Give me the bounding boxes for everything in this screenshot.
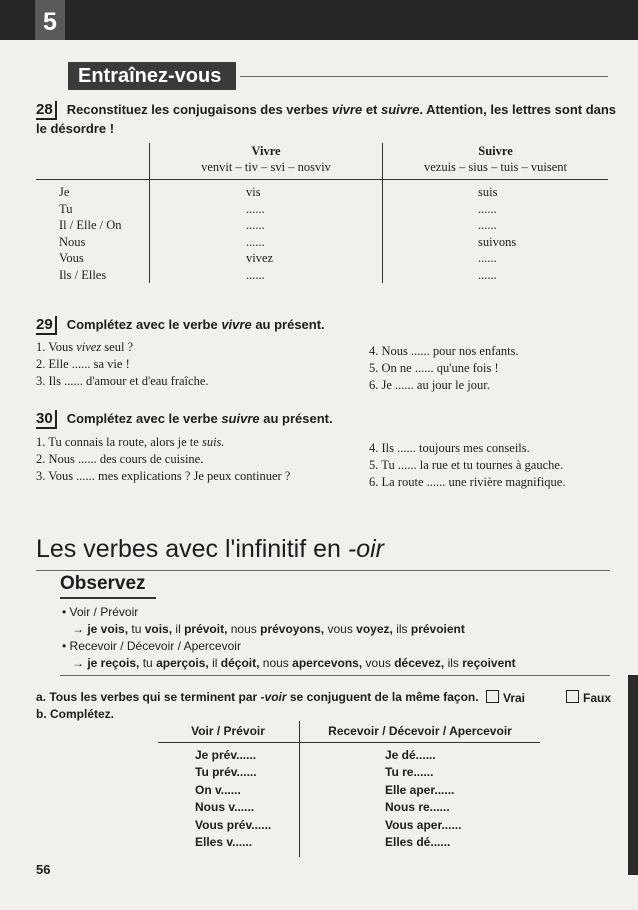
faux-option[interactable]: Faux [566,690,611,705]
section-title: Les verbes avec l'infinitif en -oir [36,535,384,563]
suivre-forms-column: suis ...... ...... suivons ...... ...... [478,185,517,282]
list-item: 6. La route ...... une rivière magnifique. [369,475,566,489]
question-b: b. Complétez. [36,707,115,721]
qa-table-divider [299,721,300,857]
faux-checkbox[interactable] [566,690,579,703]
list-item: 3. Ils ...... d'amour et d'eau fraîche. [36,374,209,388]
list-item: 2. Nous ...... des cours de cuisine. [36,452,204,466]
list-item: 4. Nous ...... pour nos enfants. [369,344,519,358]
vivre-letters: venvit – tiv – svi – nosviv [201,160,331,174]
exercise-28-instruction-line2: le désordre ! [36,121,115,136]
suivre-letters: vezuis – sius – tuis – vuisent [423,160,568,174]
exercise-29-instruction: 29 Complétez avec le verbe vivre au présent. [36,316,325,333]
chapter-number: 5 [35,0,65,40]
table-rule [36,179,608,180]
recevoir-example: → je reçois, tu aperçois, il déçoit, nous apercevons, vous décevez, ils reçoivent [72,656,516,670]
vrai-checkbox[interactable] [486,690,499,703]
exercise-number: 30 [36,410,57,429]
table-divider [382,143,383,283]
banner-rule [240,76,608,77]
list-item: 4. Ils ...... toujours mes conseils. [369,441,530,455]
question-a: a. Tous les verbes qui se terminent par -voir se conjuguent de la même façon. [36,690,479,704]
voir-answers: Je prév...... Tu prév...... On v...... Nous v...... Vous prév...... Elles v...... [195,748,272,850]
vrai-option[interactable]: Vrai [486,690,525,705]
list-item: 5. On ne ...... qu'une fois ! [369,361,499,375]
list-item: 3. Vous ...... mes explications ? Je peux continuer ? [36,469,291,483]
list-item: 1. Tu connais la route, alors je te suis. [36,435,225,449]
table-divider [149,143,150,283]
vivre-forms-column: vis ...... ...... ...... vivez ...... [246,185,274,282]
list-item: 5. Tu ...... la rue et tu tournes à gauche. [369,458,564,472]
ex30-right-items [369,440,565,491]
voir-prevoir-header: Voir / Prévoir [191,724,265,738]
recevoir-header: Recevoir / Décevoir / Apercevoir [328,724,512,738]
page-number: 56 [36,862,51,877]
list-item: 2. Elle ...... sa vie ! [36,357,130,371]
observez-box: • Voir / Prévoir → je vois, tu vois, il prévoit, nous prévoyons, vous voyez, ils prévoient • Recevoir / Décevoir / Apercevoir → je reçois, tu aperçois, il déçoit, nous apercevons, vous décevez, ils reçoivent [62,605,516,670]
observez-underline [60,597,156,599]
top-bar [0,0,638,40]
pronoun-column: Je Tu Il / Elle / On Nous Vous Ils / Elles [59,185,122,282]
ex29-right-items [369,343,519,394]
ex30-left-items [36,434,290,485]
voir-example: → je vois, tu vois, il prévoit, nous prévoyons, vous voyez, ils prévoient [72,622,465,636]
section-rule [36,570,610,571]
exercise-number: 28 [36,101,57,120]
ex29-left-items [36,339,209,390]
observez-bottom-rule [60,675,610,676]
vivre-header: Vivre [251,144,281,158]
qa-table-rule [158,742,540,743]
section-banner: Entraînez-vous [68,62,236,90]
exercise-30-instruction: 30 Complétez avec le verbe suivre au présent. [36,410,333,427]
recevoir-answers: Je dé...... Tu re...... Elle aper...... Nous re...... Vous aper...... Elles dé...... [385,748,462,850]
observez-heading: Observez [60,573,146,594]
list-item: 6. Je ...... au jour le jour. [369,378,490,392]
exercise-28-instruction: 28 Reconstituez les conjugaisons des verbes vivre et suivre. Attention, les lettres sont dans [36,101,617,118]
page-edge [628,675,638,875]
exercise-number: 29 [36,316,57,335]
list-item: 1. Vous vivez seul ? [36,340,134,354]
suivre-header: Suivre [478,144,513,158]
